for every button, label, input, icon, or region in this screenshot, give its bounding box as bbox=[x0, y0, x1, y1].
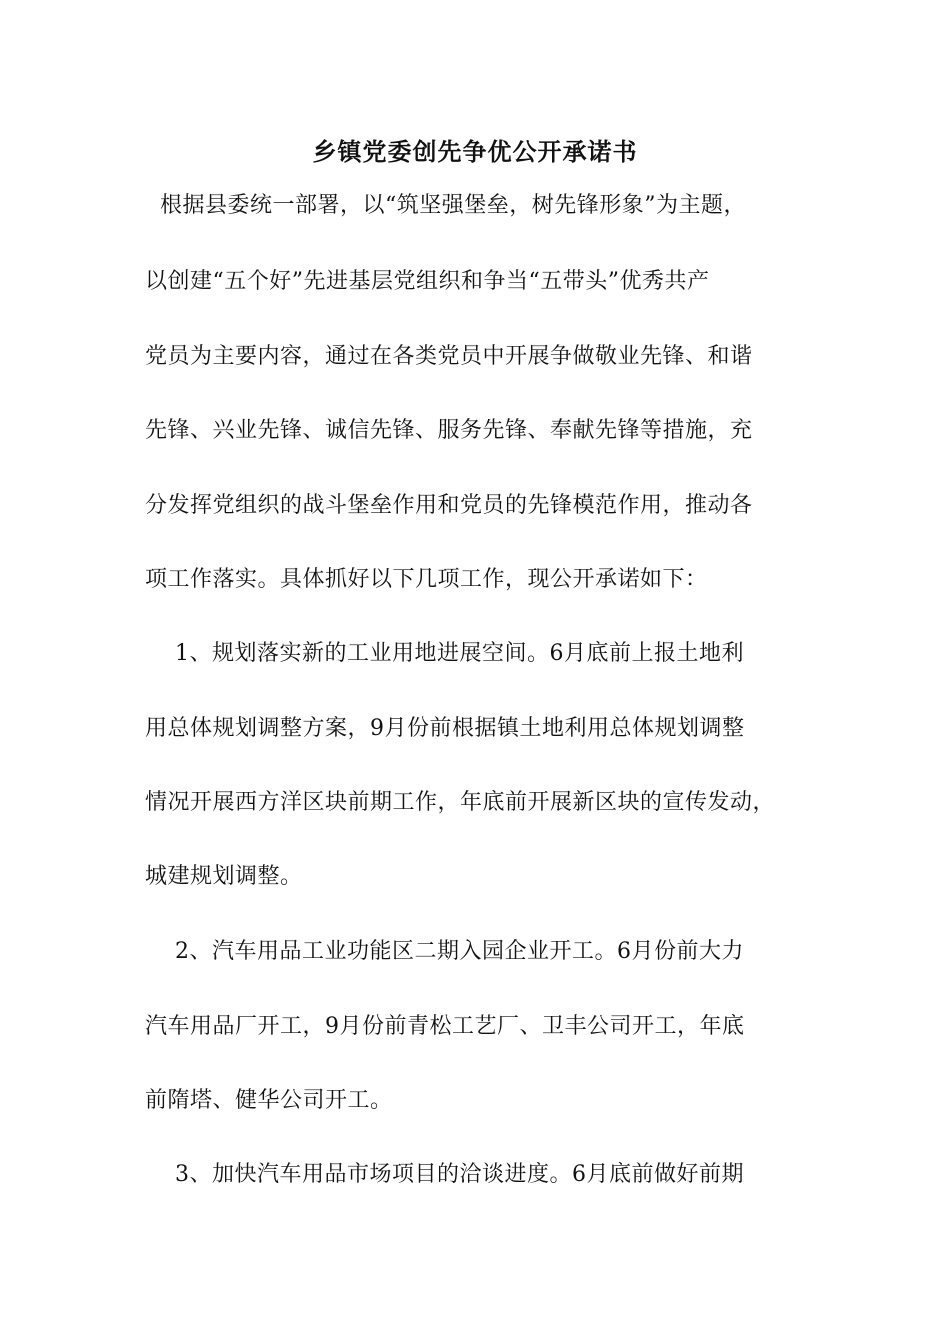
body-line-10: 城建规划调整。 bbox=[145, 864, 303, 889]
body-line-12: 汽车用品厂开工，9月份前青松工艺厂、卫丰公司开工，年底 bbox=[145, 1014, 745, 1039]
body-line-11: 2、汽车用品工业功能区二期入园企业开工。6月份前大力 bbox=[145, 939, 744, 964]
body-line-1: 根据县委统一部署，以“筑坚强堡垒，树先锋形象”为主题， bbox=[145, 193, 746, 218]
body-line-6: 项工作落实。具体抓好以下几项工作，现公开承诺如下： bbox=[145, 567, 708, 592]
body-line-9: 情况开展西方洋区块前期工作，年底前开展新区块的宣传发动， bbox=[145, 790, 776, 815]
body-line-8: 用总体规划调整方案，9月份前根据镇土地利用总体规划调整 bbox=[145, 716, 745, 741]
body-line-14: 3、加快汽车用品市场项目的洽谈进度。6月底前做好前期 bbox=[145, 1162, 744, 1187]
body-line-2: 以创建“五个好”先进基层党组织和争当“五带头”优秀共产 bbox=[145, 269, 710, 294]
body-line-7: 1、规划落实新的工业用地进展空间。6月底前上报土地利 bbox=[145, 641, 744, 666]
body-line-5: 分发挥党组织的战斗堡垒作用和党员的先锋模范作用，推动各 bbox=[145, 493, 753, 518]
body-line-4: 先锋、兴业先锋、诚信先锋、服务先锋、奉献先锋等措施，充 bbox=[145, 418, 753, 443]
document-title: 乡镇党委创先争优公开承诺书 bbox=[312, 137, 638, 166]
body-line-3: 党员为主要内容，通过在各类党员中开展争做敬业先锋、和谐 bbox=[145, 344, 753, 369]
body-line-13: 前隋塔、健华公司开工。 bbox=[145, 1088, 393, 1113]
